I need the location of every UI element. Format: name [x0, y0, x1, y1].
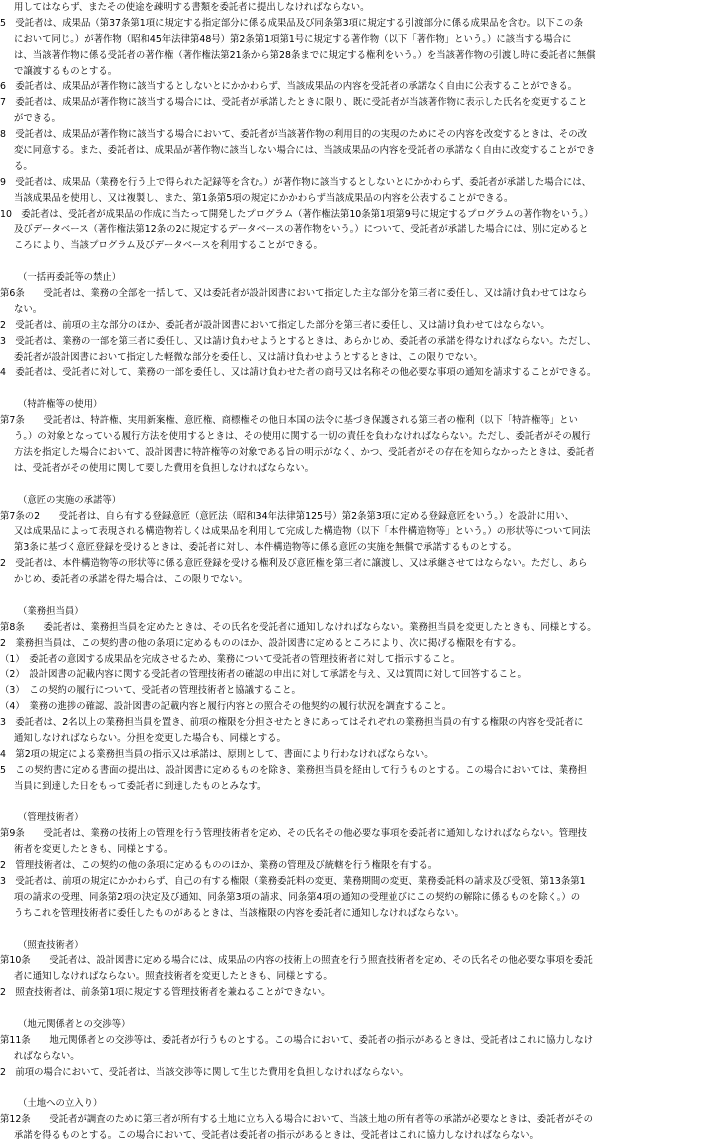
text-line: 2 受託者は、前項の主な部分のほか、委託者が設計図書において指定した部分を第三者に委任し、又は請け負わせてはならない。 [0, 319, 550, 331]
text-line: ればならない。 [14, 1050, 80, 1062]
text-line: 4 委託者は、受託者に対して、業務の一部を委任し、又は請け負わせた者の商号又は名称その他必要な事項の通知を請求することができる。 [0, 367, 597, 379]
text-line: 2 照査技術者は、前条第1項に規定する管理技術者を兼ねることができない。 [0, 987, 331, 999]
article-heading: （一括再委託等の禁止） [18, 272, 122, 284]
text-line: は、当該著作物に係る受託者の著作権（著作権法第21条から第28条までに規定する権利をいう。）を当該著作物の引渡し時に委託者に無償 [14, 49, 596, 61]
article-heading: （地元関係者との交渉等） [18, 1019, 131, 1030]
text-line: 2 受託者は、本件構造物等の形状等に係る意匠登録を受ける権利及び意匠権を第三者に譲渡し、又は承継させてはならない。ただし、あら [0, 558, 588, 570]
text-line: かじめ、委託者の承諾を得た場合は、この限りでない。 [14, 574, 249, 586]
text-line: 2 業務担当員は、この契約書の他の条項に定めるもののほか、設計図書に定めるところにより、次に掲げる権限を有する。 [0, 637, 522, 649]
text-line: 者に通知しなければならない。照査技術者を変更したときも、同様とする。 [14, 971, 333, 983]
text-line: 第7条 受託者は、特許権、実用新案権、意匠権、商標権その他日本国の法令に基づき保護される第三者の権利（以下「特許権等」とい [0, 415, 578, 427]
text-line: 2 管理技術者は、この契約の他の条項に定めるもののほか、業務の管理及び統轄を行う権限を有する。 [0, 860, 438, 872]
text-line: うちこれを管理技術者に委任したものがあるときは、当該権限の内容を委託者に通知しなければならない。 [14, 907, 465, 919]
text-line: 第10条 受託者は、設計図書に定める場合には、成果品の内容の技術上の照査を行う照査技術者を定め、その氏名その他必要な事項を委託 [0, 955, 593, 967]
text-line: 項の請求の受理、同条第2項の決定及び通知、同条第3項の請求、同条第4項の通知の受理並びにこの契約の解除に係るものを除く。）の [14, 891, 581, 903]
text-line: 第11条 地元関係者との交渉等は、委託者が行うものとする。この場合において、委託者の指示があるときは、受託者はこれに協力しなけ [0, 1034, 593, 1046]
text-line: 第6条 受託者は、業務の全部を一括して、又は委託者が設計図書において指定した主な部分を第三者に委任し、又は請け負わせてはなら [0, 288, 588, 300]
text-line: （3） この契約の履行について、受託者の管理技術者と協議すること。 [0, 685, 301, 697]
text-line: 第7条の2 受託者は、自ら有する登録意匠（意匠法（昭和34年法律第125号）第2条第3項に定める登録意匠をいう。）を設計に用い、 [0, 510, 574, 522]
text-line: 10 委託者は、受託者が成果品の作成に当たって開発したプログラム（著作権法第10条第1項第9号に規定するプログラムの著作物をいう。） [0, 208, 594, 220]
paragraph-gap [0, 588, 702, 604]
text-line: 当該成果品を使用し、又は複製し、また、第1条第5項の規定にかかわらず当該成果品の内容を公表することができる。 [14, 192, 514, 204]
article-heading: （管理技術者） [18, 812, 84, 824]
text-line: で譲渡するものとする。 [14, 65, 118, 77]
text-line: 3 委託者は、2名以上の業務担当員を置き、前項の権限を分担させたときにあってはそれぞれの業務担当員の有する権限の内容を受託者に [0, 717, 584, 729]
text-line: 5 この契約書に定める書面の提出は、設計図書に定めるものを除き、業務担当員を経由して行うものとする。この場合においては、業務担 [0, 764, 587, 776]
text-line: 又は成果品によって表現される構造物若しくは成果品を利用して完成した構造物（以下「本件構造物等」という。）の形状等について同法 [14, 526, 591, 538]
article-heading: （業務担当員） [18, 605, 84, 617]
paragraph-gap [0, 381, 702, 397]
paragraph-gap [0, 1081, 702, 1097]
article-heading: （特許権等の使用） [18, 399, 103, 411]
article-heading: （土地への立入り） [18, 1098, 103, 1110]
text-line: 通知しなければならない。分担を変更した場合も、同様とする。 [14, 732, 286, 744]
text-line: ころにより、当該プログラム及びデータベースを利用することができる。 [14, 240, 323, 252]
text-line: （2） 設計図書の記載内容に関する受託者の管理技術者の確認の申出に対して承諾を与え、又は質問に対して回答すること。 [0, 669, 527, 681]
text-line: （4） 業務の進捗の確認、設計図書の記載内容と履行内容との照合その他契約の履行状況を調査すること。 [0, 701, 452, 713]
paragraph-gap [0, 922, 702, 938]
text-line: る。 [14, 160, 33, 172]
text-line: ない。 [14, 303, 43, 315]
paragraph-gap [0, 1001, 702, 1017]
text-line: 用してはならず、またその使途を疎明する書類を委託者に提出しなければならない。 [14, 2, 370, 13]
text-line: 承諾を得るものとする。この場合において、受託者は委託者の指示があるときは、受託者はこれに協力しなければならない。 [14, 1130, 539, 1142]
text-line: 8 受託者は、成果品が著作物に該当する場合において、委託者が当該著作物の利用目的の実現のためにその内容を改変するときは、その改 [0, 129, 588, 141]
article-heading: （照査技術者） [18, 939, 84, 951]
text-line: 方法を指定した場合において、設計図書に特許権等の対象である旨の明示がなく、かつ、受託者がその存在を知らなかったときは、委託者 [14, 446, 595, 458]
text-line: 変に同意する。また、委託者は、成果品が著作物に該当しない場合には、当該成果品の内容を受託者の承諾なく自由に改変することができ [14, 145, 596, 157]
text-line: 及びデータベース（著作権法第12条の2に規定するデータベースの著作物をいう。）について、受託者が承諾した場合には、別に定めると [14, 224, 589, 236]
text-line: 第8条 委託者は、業務担当員を定めたときは、その氏名を受託者に通知しなければならない。業務担当員を変更したときも、同様とする。 [0, 621, 597, 633]
text-line: 第9条 受託者は、業務の技術上の管理を行う管理技術者を定め、その氏名その他必要な事項を委託者に通知しなければならない。管理技 [0, 828, 587, 840]
text-line: （1） 委託者の意図する成果品を完成させるため、業務について受託者の管理技術者に対して指示すること。 [0, 653, 461, 665]
text-line: う。）の対象となっている履行方法を使用するときは、その使用に関する一切の責任を負わなければならない。ただし、委託者がその履行 [14, 431, 591, 443]
text-line: 5 受託者は、成果品（第37条第1項に規定する指定部分に係る成果品及び同条第3項に規定する引渡部分に係る成果品を含む。以下この条 [0, 17, 583, 29]
text-line: 3 受託者は、業務の一部を第三者に委任し、又は請け負わせようとするときは、あらかじめ、委託者の承諾を得なければならない。ただし、 [0, 335, 597, 347]
text-line: 委託者が設計図書において指定した軽微な部分を委任し、又は請け負わせようとするときは、この限りでない。 [14, 351, 483, 363]
paragraph-gap [0, 254, 702, 270]
text-line: 2 前項の場合において、受託者は、当該交渉等に関して生じた費用を負担しなければならない。 [0, 1066, 409, 1078]
text-line: 当員に到達した日をもって委託者に到達したものとみなす。 [14, 780, 267, 792]
article-heading: （意匠の実施の承諾等） [18, 494, 122, 506]
text-line: 術者を変更したときも、同様とする。 [14, 844, 174, 856]
text-line: 第3条に基づく意匠登録を受けるときは、委託者に対し、本件構造物等に係る意匠の実施を無償で承諾するものとする。 [14, 542, 517, 554]
paragraph-gap [0, 795, 702, 811]
text-line: において同じ。）が著作物（昭和45年法律第48号）第2条第1項第1号に規定する著作物（以下「著作物」という。）に該当する場合に [14, 33, 572, 45]
text-line: 第12条 受託者が調査のために第三者が所有する土地に立ち入る場合において、当該土地の所有者等の承諾が必要なときは、委託者がその [0, 1114, 593, 1126]
text-line: 9 受託者は、成果品（業務を行う上で得られた記録等を含む。）が著作物に該当するとしないとにかかわらず、委託者が承諾した場合には、 [0, 176, 592, 188]
text-line: ができる。 [14, 113, 61, 125]
text-line: 7 委託者は、成果品が著作物に該当する場合には、受託者が承諾したときに限り、既に受託者が当該著作物に表示した氏名を変更すること [0, 97, 588, 109]
paragraph-gap [0, 477, 702, 493]
text-line: 4 第2項の規定による業務担当員の指示又は承諾は、原則として、書面により行わなければならない。 [0, 748, 434, 760]
text-line: は、受託者がその使用に関して要した費用を負担しなければならない。 [14, 462, 315, 474]
text-line: 3 受託者は、前項の規定にかかわらず、自己の有する権限（業務委託料の変更、業務期間の変更、業務委託料の請求及び受領、第13条第1 [0, 875, 586, 887]
text-line: 6 委託者は、成果品が著作物に該当するとしないとにかかわらず、当該成果品の内容を受託者の承諾なく自由に公表することができる。 [0, 81, 578, 93]
